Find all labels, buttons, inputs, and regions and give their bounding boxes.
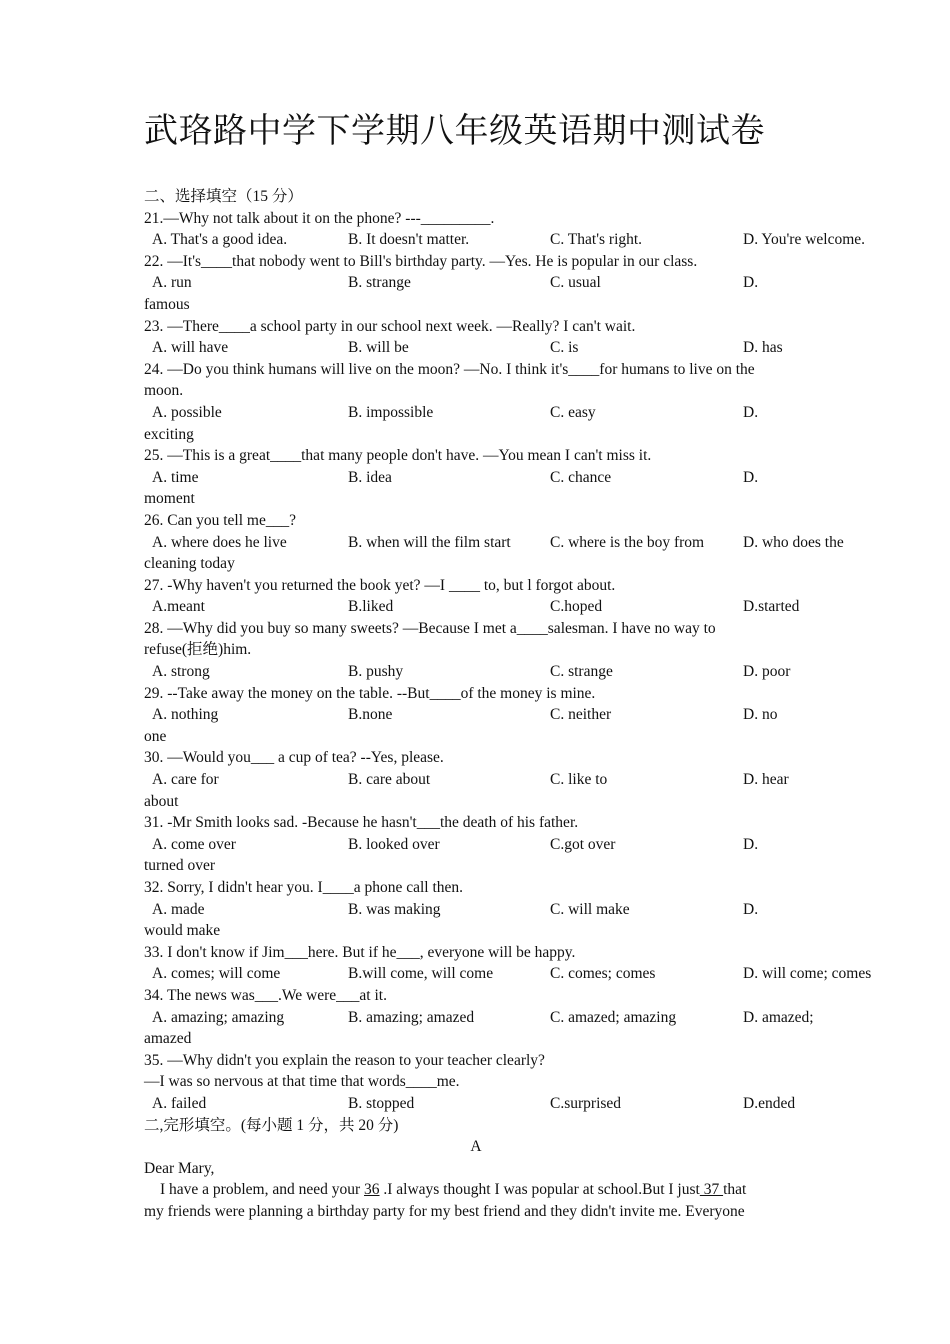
option-d: D. xyxy=(743,900,759,918)
passage-line xyxy=(144,1179,808,1201)
question-stem: 26. Can you tell me___? xyxy=(144,511,296,529)
option-d: D. You're welcome. xyxy=(743,231,866,249)
option-b: B. stopped xyxy=(348,1094,415,1112)
question-options xyxy=(144,899,808,921)
option-a: A.meant xyxy=(152,598,205,616)
question-stem: 32. Sorry, I didn't hear you. I____a phone call then. xyxy=(144,879,464,896)
option-b: B.will come, will come xyxy=(348,965,494,983)
option-b: B.none xyxy=(348,706,393,724)
passage-text: I have a problem, and need your xyxy=(160,1181,365,1199)
option-c: C. strange xyxy=(550,663,613,681)
option-d: D. will come; comes xyxy=(743,965,872,983)
question-options xyxy=(144,337,808,359)
option-d: D. xyxy=(743,835,759,853)
option-wrap-text: amazed xyxy=(144,1030,192,1048)
question-options xyxy=(144,272,808,294)
question-options xyxy=(144,596,808,618)
option-d: D. no xyxy=(743,706,778,724)
option-b: B. idea xyxy=(348,468,392,486)
question-options xyxy=(144,834,808,856)
question-stem: 31. -Mr Smith looks sad. -Because he hasn't___the death of his father. xyxy=(144,814,579,832)
option-c: C. will make xyxy=(550,900,630,918)
question-options xyxy=(144,402,808,424)
question-stem: 28. —Why did you buy so many sweets? —Because I met a____salesman. I have no way to xyxy=(144,619,716,637)
option-wrap-text: cleaning today xyxy=(144,555,235,573)
option-a: A. come over xyxy=(152,835,236,853)
option-a: A. care for xyxy=(152,771,219,789)
option-d: D.started xyxy=(743,598,800,616)
option-d: D. has xyxy=(743,339,783,357)
option-c: C.got over xyxy=(550,835,616,853)
option-d: D. who does the xyxy=(743,533,844,551)
option-d: D. xyxy=(743,403,759,421)
option-wrap-text: one xyxy=(144,727,167,745)
option-a: A. where does he live xyxy=(152,533,287,551)
question-options xyxy=(144,704,808,726)
option-a: A. strong xyxy=(152,663,210,681)
question-stem: 29. --Take away the money on the table. --But____of the money is mine. xyxy=(144,684,596,702)
option-wrap-text: moment xyxy=(144,490,195,508)
exam-content xyxy=(144,186,872,1223)
option-d: D. hear xyxy=(743,771,789,789)
option-a: A. time xyxy=(152,468,199,486)
option-wrap-text: about xyxy=(144,792,179,810)
question-options xyxy=(144,963,872,985)
option-c: C. is xyxy=(550,339,579,357)
option-wrap-text: would make xyxy=(144,922,221,940)
question-stem: 21.—Why not talk about it on the phone? ---_________. xyxy=(144,209,495,227)
question-stem: 25. —This is a great____that many people don't have. —You mean I can't miss it. xyxy=(144,447,652,465)
option-c: C.hoped xyxy=(550,598,603,616)
option-d: D. poor xyxy=(743,663,791,681)
option-c: C. comes; comes xyxy=(550,965,656,983)
option-b: B. care about xyxy=(348,771,431,789)
option-d: D. xyxy=(743,468,759,486)
option-b: B. looked over xyxy=(348,835,440,853)
option-a: A. comes; will come xyxy=(152,965,281,983)
option-b: B. when will the film start xyxy=(348,533,511,551)
option-a: A. run xyxy=(152,274,192,292)
question-stem-continued: moon. xyxy=(144,382,184,400)
question-options xyxy=(144,661,808,683)
option-a: A. That's a good idea. xyxy=(152,231,288,249)
option-c: C. easy xyxy=(550,403,596,421)
option-c: C. neither xyxy=(550,706,612,724)
option-c: C. where is the boy from xyxy=(550,533,705,551)
option-c: C. chance xyxy=(550,468,612,486)
question-options xyxy=(144,532,844,554)
passage-text: that xyxy=(723,1181,747,1199)
option-c: C. usual xyxy=(550,274,601,292)
question-stem-continued: —I was so nervous at that time that words____me. xyxy=(144,1073,460,1091)
option-b: B.liked xyxy=(348,598,394,616)
passage-label: A xyxy=(470,1138,482,1156)
option-c: C. That's right. xyxy=(550,231,643,249)
question-stem-continued: refuse(拒绝)him. xyxy=(144,641,252,659)
question-stem: 22. —It's____that nobody went to Bill's birthday party. —Yes. He is popular in our class. xyxy=(144,252,698,270)
question-options xyxy=(144,769,808,791)
option-a: A. nothing xyxy=(152,706,219,724)
question-stem: 34. The news was___.We were___at it. xyxy=(144,986,387,1004)
option-b: B. will be xyxy=(348,339,409,357)
question-options xyxy=(144,467,808,489)
option-wrap-text: famous xyxy=(144,295,190,313)
option-b: B. strange xyxy=(348,274,411,292)
option-wrap-text: turned over xyxy=(144,857,216,875)
page-title: 武珞路中学下学期八年级英语期中测试卷 xyxy=(144,111,765,151)
option-wrap-text: exciting xyxy=(144,425,194,443)
option-d: D. amazed; xyxy=(743,1008,814,1026)
option-c: C.surprised xyxy=(550,1094,622,1112)
passage-line: my friends were planning a birthday party for my best friend and they didn't invite me. Everyone xyxy=(144,1202,745,1220)
question-stem: 24. —Do you think humans will live on the moon? —No. I think it's____for humans to live on the xyxy=(144,360,755,378)
question-options xyxy=(144,229,866,251)
passage-text: .I always thought I was popular at school.But I just xyxy=(379,1181,700,1199)
question-stem: 33. I don't know if Jim___here. But if he___, everyone will be happy. xyxy=(144,943,576,961)
cloze-blank-36: 36 xyxy=(364,1181,380,1199)
letter-greeting: Dear Mary, xyxy=(144,1159,215,1177)
question-options xyxy=(144,1093,808,1115)
question-stem: 30. —Would you___ a cup of tea? --Yes, please. xyxy=(144,749,444,767)
cloze-blank-37: 37 xyxy=(699,1181,724,1199)
option-d: D.ended xyxy=(743,1094,796,1112)
option-a: A. possible xyxy=(152,403,222,421)
option-a: A. made xyxy=(152,900,205,918)
option-a: A. failed xyxy=(152,1094,207,1112)
question-stem: 35. —Why didn't you explain the reason to your teacher clearly? xyxy=(144,1051,545,1069)
section-heading-choice: 二、选择填空（15 分） xyxy=(144,188,303,205)
option-b: B. was making xyxy=(348,900,441,918)
option-d: D. xyxy=(743,274,759,292)
question-stem: 23. —There____a school party in our school next week. —Really? I can't wait. xyxy=(144,317,636,335)
option-c: C. amazed; amazing xyxy=(550,1008,677,1026)
option-b: B. pushy xyxy=(348,663,404,681)
section-heading-cloze: 二,完形填空。(每小题 1 分，共 20 分) xyxy=(144,1116,399,1134)
option-b: B. amazing; amazed xyxy=(348,1008,475,1026)
option-b: B. impossible xyxy=(348,403,434,421)
option-b: B. It doesn't matter. xyxy=(348,231,470,249)
question-options xyxy=(144,1007,814,1029)
option-c: C. like to xyxy=(550,771,608,789)
option-a: A. will have xyxy=(152,339,229,357)
option-a: A. amazing; amazing xyxy=(152,1008,285,1026)
question-stem: 27. -Why haven't you returned the book yet? —I ____ to, but l forgot about. xyxy=(144,576,616,594)
